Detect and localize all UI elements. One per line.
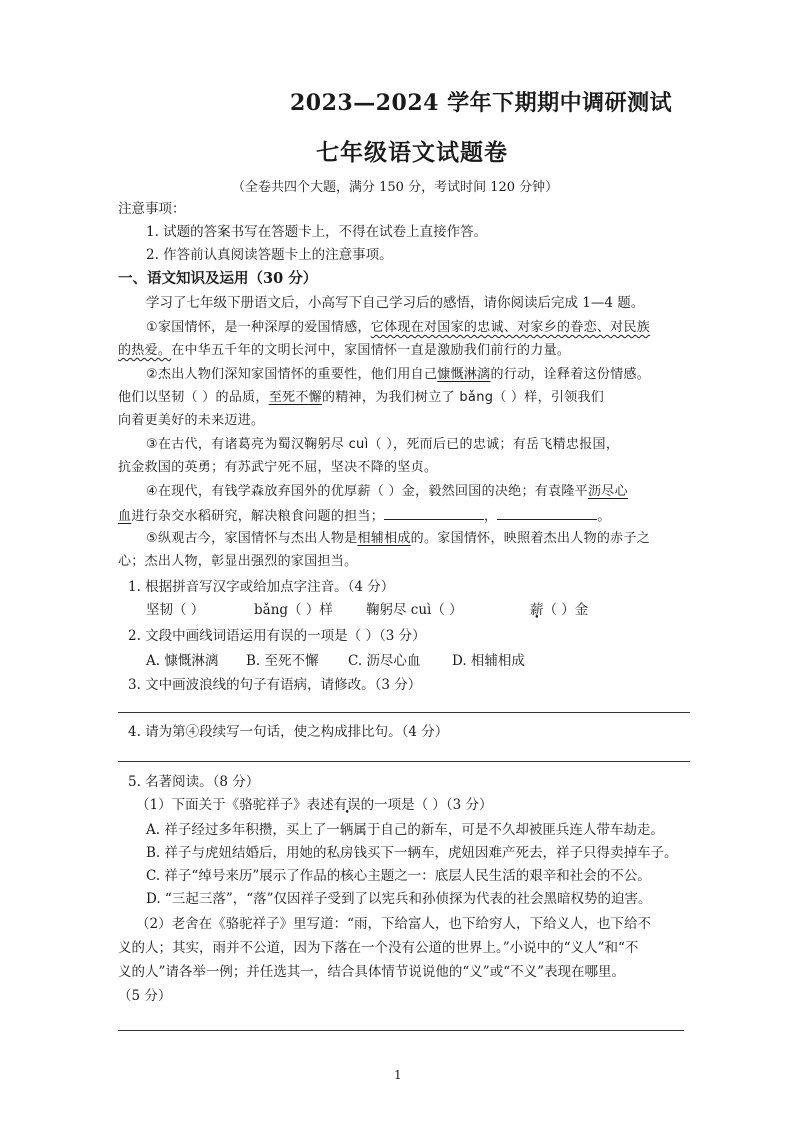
answer-blank-2[interactable] [497,505,597,520]
question-4-stem: 4. 请为第④段续写一句话，使之构成排比句。（4 分） [128,724,449,740]
question-5-option-d: D. “三起三落”，“落”仅因祥子受到了以宪兵和孙侦探为代表的社会黑暗权势的迫害。 [146,891,652,907]
note-item-1: 1. 试题的答案书写在答题卡上，不得在试卷上直接作答。 [146,224,488,240]
notes-heading: 注意事项： [118,201,186,217]
exam-title: 2023—2024 学年下期期中调研测试 [290,90,673,116]
paragraph-5-line-2: 心；杰出人物，彰显出强烈的家国担当。 [118,554,358,569]
dotted-character: 薪 [530,602,544,618]
question-1-item-c: 鞠躬尽 cuì（ ） [366,602,463,618]
question-1-item-a: 坚韧（ ） [146,602,205,618]
question-2-stem: 2. 文段中画线词语运用有误的一项是（ ）（3 分） [128,628,426,644]
question-5-option-a: A. 祥子经过多年积攒，买上了一辆属于自己的新车，可是不久却被匪兵连人带车劫走。 [146,822,664,838]
section-1-intro: 学习了七年级下册语文后，小高写下自己学习后的感悟，请你阅读后完成 1—4 题。 [146,295,645,311]
underlined-word-4: 相辅相成 [357,531,411,546]
question-5-sub-1: （1）下面关于《骆驼祥子》表述有误的一项是（ ）（3 分） [136,797,493,813]
question-1-item-b: bǎng（ ）样 [254,602,333,618]
question-5-sub-2-line-4: （5 分） [118,988,172,1004]
paragraph-2-line-2: 他们以坚韧（ ）的品质，至死不懈的精神，为我们树立了 bǎng（ ）样，引领我们 [118,390,605,405]
question-5-option-c: C. 祥子“绰号来历”展示了作品的核心主题之一：底层人民生活的艰辛和社会的不公。 [146,868,651,884]
question-5-option-b: B. 祥子与虎妞结婚后，用她的私房钱买下一辆车，虎妞因难产死去，祥子只得卖掉车子。 [146,845,678,861]
underlined-word-3: 沥尽心 [588,484,628,499]
question-2-option-c: C. 沥尽心血 [348,653,421,669]
question-2-option-a: A. 慷慨淋漓 [146,653,219,669]
paragraph-5-line-1: ⑤纵观古今，家国情怀与杰出人物是相辅相成的。家国情怀，映照着杰出人物的赤子之 [146,531,651,546]
paragraph-4-line-2: 血进行杂交水稻研究，解决粮食问题的担当； ， 。 [118,505,611,527]
underlined-word-2: 至死不懈 [268,390,322,405]
question-5-stem: 5. 名著阅读。（8 分） [128,774,260,790]
paragraph-3-line-1: ③在古代，有诸葛亮为蜀汉鞠躬尽 cuì（ ），死而后已的忠诚；有岳飞精忠报国， [146,437,620,452]
question-1-stem: 1. 根据拼音写汉字或给加点字注音。（4 分） [128,579,395,595]
question-5-sub-2-line-3: 义的人”请各举一例；并任选其一，结合具体情节说说他的“义”或“不义”表现在哪里。 [118,964,626,980]
exam-info: （全卷共四个大题，满分 150 分，考试时间 120 分钟） [232,180,559,195]
underlined-word-1: 慷慨淋漓 [437,367,491,382]
question-1-item-d: 薪（ ）金 [530,602,589,618]
question-2-option-d: D. 相辅相成 [452,653,525,669]
dotted-phrase-first: 有误 [333,797,361,813]
page-number: 1 [394,1068,402,1082]
wavy-underlined-sentence-end: 的热爱。 [118,343,172,358]
question-5-sub-2-line-2: 义的人；其实，雨并不公道，因为下落在一个没有公道的世界上。”小说中的“义人”和“不 [118,940,639,956]
answer-line-q3[interactable] [118,712,690,713]
paragraph-3-line-2: 抗金救国的英勇；有苏武宁死不屈，坚决不降的坚贞。 [118,460,438,475]
underlined-word-3-end: 血 [118,509,132,524]
note-item-2: 2. 作答前认真阅读答题卡上的注意事项。 [146,247,393,263]
answer-line-q4[interactable] [118,761,690,762]
paragraph-2-line-1: ②杰出人物们深知家国情怀的重要性，他们用自己慷慨淋漓的行动，诠释着这份情感。 [146,367,651,382]
question-3-stem: 3. 文中画波浪线的句子有语病，请修改。（3 分） [128,677,422,693]
question-5-sub-2-line-1: （2）老舍在《骆驼祥子》里写道：“雨，下给富人，也下给穷人，下给义人，也下给不 [136,916,651,932]
answer-line-q5[interactable] [118,1030,684,1031]
paragraph-4-line-1: ④在现代，有钱学森放弃国外的优厚薪（ ）金，毅然回国的决绝；有袁隆平沥尽心 [146,484,628,499]
answer-blank-1[interactable] [384,505,484,520]
wavy-underlined-sentence: 它体现在对国家的忠诚、对家乡的眷恋、对民族 [370,320,651,335]
paragraph-1-line-2: 的热爱。在中华五千年的文明长河中，家国情怀一直是激励我们前行的力量。 [118,343,571,358]
question-2-option-b: B. 至死不懈 [246,653,319,669]
section-1-heading: 一、语文知识及运用（30 分） [118,270,318,287]
paragraph-1-line-1: ①家国情怀，是一种深厚的爱国情感，它体现在对国家的忠诚、对家乡的眷恋、对民族 [146,320,651,335]
paragraph-2-line-3: 向着更美好的未来迈进。 [118,413,265,428]
exam-subtitle: 七年级语文试题卷 [316,139,508,166]
